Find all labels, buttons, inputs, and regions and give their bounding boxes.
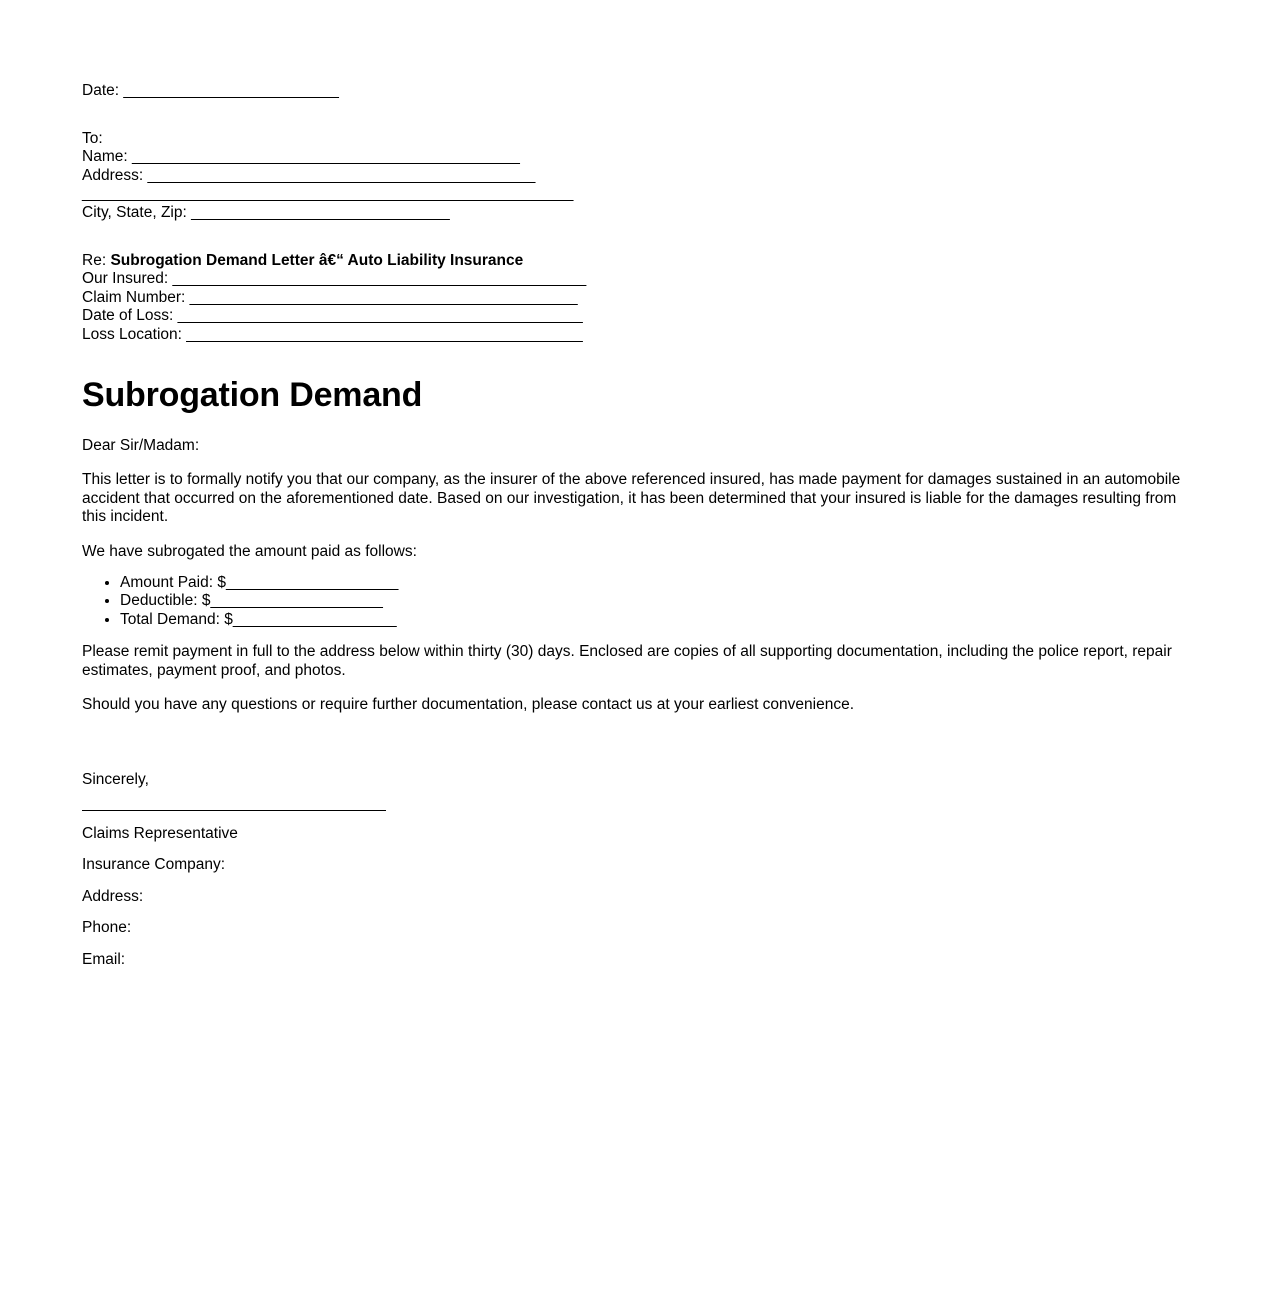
name-blank-rule: _____________________________________________ xyxy=(131,148,520,166)
spacer xyxy=(82,562,1198,574)
re-subject-text: Subrogation Demand Letter â€“ Auto Liability Insurance xyxy=(110,251,524,269)
list-item: • Amount Paid: $____________________ xyxy=(120,574,1198,593)
signer-email-label: Email: xyxy=(82,951,126,969)
signer-phone-label: Phone: xyxy=(82,919,132,937)
claim-number-field-row xyxy=(82,289,1198,308)
address-blank-rule-continued: _________________________________________________________ xyxy=(82,185,574,203)
page-title: Subrogation Demand xyxy=(82,375,423,414)
re-line xyxy=(82,252,1198,271)
name-label: Name: xyxy=(82,148,132,166)
address-blank-rule: _____________________________________________ xyxy=(147,166,536,184)
salutation: Dear Sir/Madam: xyxy=(82,436,200,454)
name-field-row xyxy=(82,148,1198,167)
paragraph-questions: Should you have any questions or require further documentation, please contact us at your earliest convenience. xyxy=(82,696,855,714)
closing-salutation: Sincerely, xyxy=(82,771,149,789)
date-of-loss-blank-rule: _______________________________________________ xyxy=(177,307,583,325)
reference-block xyxy=(82,252,1198,345)
spacer xyxy=(82,455,1198,471)
date-field-row xyxy=(82,82,1198,101)
address-continuation-row xyxy=(82,185,1198,204)
loss-location-label: Loss Location: xyxy=(82,325,187,343)
city-state-zip-field-row xyxy=(82,204,1198,223)
spacer xyxy=(82,790,1198,810)
claim-number-label: Claim Number: xyxy=(82,288,190,306)
claim-number-blank-rule: _____________________________________________ xyxy=(189,288,578,306)
spacer xyxy=(82,629,1198,643)
recipient-block xyxy=(82,130,1198,223)
signer-address-label: Address: xyxy=(82,887,144,905)
date-of-loss-field-row xyxy=(82,307,1198,326)
our-insured-label: Our Insured: xyxy=(82,270,173,288)
address-label: Address: xyxy=(82,166,148,184)
city-state-zip-blank-rule: ______________________________ xyxy=(191,203,450,221)
loss-location-field-row xyxy=(82,326,1198,345)
our-insured-blank-rule: ________________________________________________ xyxy=(172,270,587,288)
spacer xyxy=(82,223,1198,252)
date-of-loss-label: Date of Loss: xyxy=(82,307,178,325)
city-state-zip-label: City, State, Zip: xyxy=(82,203,192,221)
paragraph-remit-payment: Please remit payment in full to the address below within thirty (30) days. Enclosed are copies of all supporting documentation, including the police report, repair estimates, payment proof, and photos. xyxy=(82,643,1172,679)
spacer xyxy=(82,906,1198,919)
spacer xyxy=(82,938,1198,951)
spacer xyxy=(82,843,1198,856)
loss-location-blank-rule: ______________________________________________ xyxy=(186,325,583,343)
paragraph-notification: This letter is to formally notify you that our company, as the insurer of the above referenced insured, has made payment for damages sustained in an automobile accident that occurred on the aforementioned date. Based on our investigation, it has been determined that your insured is liable for the damages resulting from this incident. xyxy=(82,471,1181,526)
spacer xyxy=(82,715,1198,771)
address-field-row xyxy=(82,167,1198,186)
amount-breakdown-list xyxy=(82,574,1198,630)
our-insured-field-row xyxy=(82,270,1198,289)
date-label: Date: xyxy=(82,82,124,99)
spacer xyxy=(82,527,1198,543)
to-label: To: xyxy=(82,129,103,147)
spacer xyxy=(82,101,1198,130)
paragraph-subrogated-intro: We have subrogated the amount paid as follows: xyxy=(82,542,417,560)
spacer xyxy=(82,811,1198,825)
list-item: • Total Demand: $___________________ xyxy=(120,611,1198,630)
re-label: Re: xyxy=(82,251,111,269)
list-item: • Deductible: $____________________ xyxy=(120,592,1198,611)
spacer xyxy=(82,415,1198,437)
date-blank-rule: _________________________ xyxy=(123,82,339,99)
insurance-company-label: Insurance Company: xyxy=(82,856,226,874)
signer-title: Claims Representative xyxy=(82,824,238,842)
spacer xyxy=(82,875,1198,888)
spacer xyxy=(82,680,1198,696)
